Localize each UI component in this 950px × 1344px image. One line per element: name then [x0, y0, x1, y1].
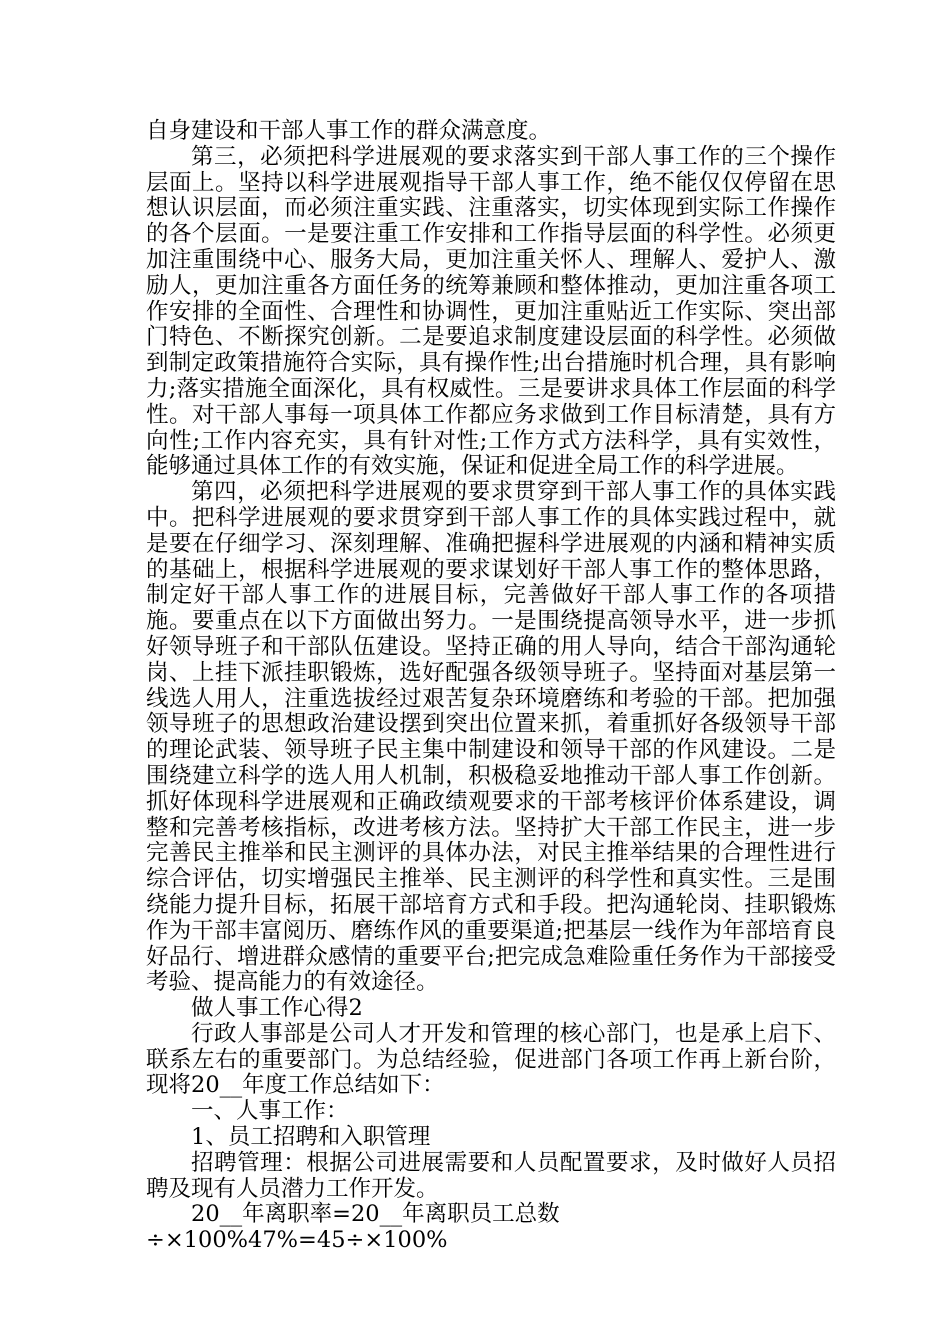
- paragraph-intro: 行政人事部是公司人才开发和管理的核心部门，也是承上启下、联系左右的重要部门。为总结经验，促进部门各项工作再上新台阶，现将20__年度工作总结如下：: [146, 1020, 836, 1099]
- section-heading: 做人事工作心得2: [191, 995, 363, 1022]
- subheading-recruitment: 1、员工招聘和入职管理: [191, 1124, 431, 1151]
- subheading-personnel-work: 一、人事工作：: [191, 1098, 349, 1125]
- paragraph-fourth-point: 第四，必须把科学进展观的要求贯穿到干部人事工作的具体实践中。把科学进展观的要求贯穿到干部人事工作的具体实践过程中，就是要在仔细学习、深刻理解、准确把握科学进展观的内涵和精神实质的基础上，根据科学进展观的要求谋划好干部人事工作的整体思路，制定好干部人事工作的进展目标，完善做好干部人事工作的各项措施。要重点在以下方面做出努力。一是围绕提高领导水平，进一步抓好领导班子和干部队伍建设。坚持正确的用人导向，结合干部沟通轮岗、上挂下派挂职锻炼，选好配强各级领导班子。坚持面对基层第一线选人用人，注重选拔经过艰苦复杂环境磨练和考验的干部。把加强领导班子的思想政治建设摆到突出位置来抓，着重抓好各级领导干部的理论武装、领导班子民主集中制建设和领导干部的作风建设。二是围绕建立科学的选人用人机制，积极稳妥地推动干部人事工作创新。抓好体现科学进展观和正确政绩观要求的干部考核评价体系建设，调整和完善考核指标，改进考核方法。坚持扩大干部工作民主，进一步完善民主推举和民主测评的具体办法，对民主推举结果的合理性进行综合评估，切实增强民主推举、民主测评的科学性和真实性。三是围绕能力提升目标，拓展干部培育方式和手段。把沟通轮岗、挂职锻炼作为干部丰富阅历、磨练作风的重要渠道;把基层一线作为年部培育良好品行、增进群众感情的重要平台;把完成急难险重任务作为干部接受考验、提高能力的有效途径。: [146, 479, 836, 996]
- document-body: [146, 119, 836, 1254]
- paragraph-recruitment: 招聘管理：根据公司进展需要和人员配置要求，及时做好人员招聘及现有人员潜力工作开发。: [146, 1149, 836, 1202]
- paragraph-continuation: 自身建设和干部人事工作的群众满意度。: [146, 118, 552, 144]
- turnover-formula: 20__年离职率=20__年离职员工总数÷×100%47%=45÷×100%: [146, 1201, 560, 1254]
- paragraph-third-point: 第三，必须把科学进展观的要求落实到干部人事工作的三个操作层面上。坚持以科学进展观指导干部人事工作，绝不能仅仅停留在思想认识层面，而必须注重实践、注重落实，切实体现到实际工作操作的各个层面。一是要注重工作安排和工作指导层面的科学性。必须更加注重围绕中心、服务大局，更加注重关怀人、理解人、爱护人、激励人，更加注重各方面任务的统筹兼顾和整体推动，更加注重各项工作安排的全面性、合理性和协调性，更加注重贴近工作实际、突出部门特色、不断探究创新。二是要追求制度建设层面的科学性。必须做到制定政策措施符合实际，具有操作性;出台措施时机合理，具有影响力;落实措施全面深化，具有权威性。三是要讲求具体工作层面的科学性。对干部人事每一项具体工作都应务求做到工作目标清楚，具有方向性;工作内容充实，具有针对性;工作方式方法科学，具有实效性，能够通过具体工作的有效实施，保证和促进全局工作的科学进展。: [146, 143, 836, 480]
